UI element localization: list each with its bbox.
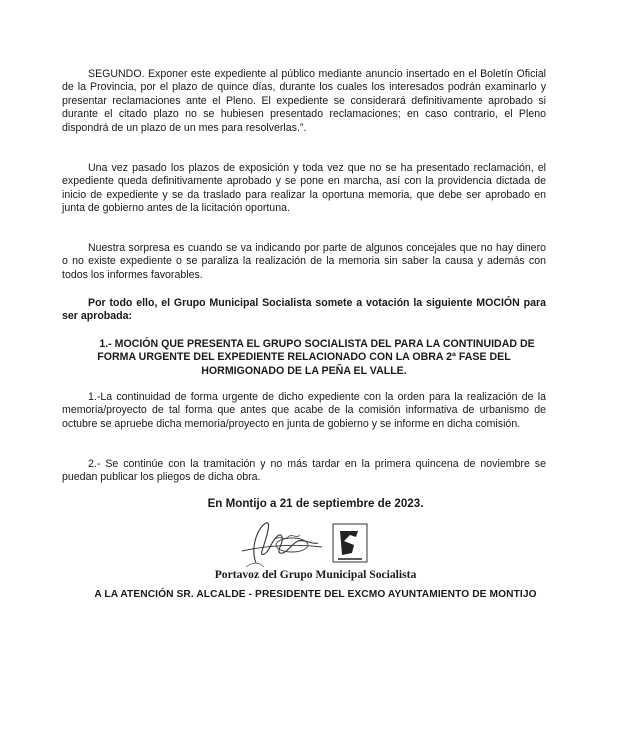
seal-stamp-icon [330, 521, 370, 565]
attention-line: A LA ATENCIÓN SR. ALCALDE - PRESIDENTE DEL EXCMO AYUNTAMIENTO DE MONTIJO [94, 589, 537, 600]
signature-icon [236, 517, 326, 569]
paragraph-segundo: SEGUNDO. Exponer este expediente al público mediante anuncio insertado en el Boletín Oficial de la Provincia, por el plazo de quince días, durante los cuales los interesados podrán examinarlo y presentar reclamaciones ante el Pleno. El expediente se considerará definitivamente aprobado si durante el citado plazo no se hubiesen presentado reclamaciones; en caso contrario, el Pleno dispondrá de un plazo de un mes para resolverlas.”. [62, 68, 546, 134]
mocion-title: 1.- MOCIÓN QUE PRESENTA EL GRUPO SOCIALISTA DEL PARA LA CONTINUIDAD DE FORMA URGENTE DEL EXPEDIENTE RELACIONADO CON LA OBRA 2ª FASE DEL HORMIGONADO DE LA PEÑA EL VALLE. [97, 338, 535, 377]
paragraph-por-todo: Por todo ello, el Grupo Municipal Socialista somete a votación la siguiente MOCIÓN para ser aprobada: [62, 297, 546, 323]
paragraph-una-vez: Una vez pasado los plazos de exposición y toda vez que no se ha presentado reclamación, el expediente queda definitivamente aprobado y se pone en marcha, así con la providencia dictada de inicio de expediente y se da traslado para realizar la oportuna memoria, que debe ser aprobado en junta de gobierno antes de la licitación oportuna. [62, 162, 546, 215]
paragraph-punto-2: 2.- Se continúe con la tramitación y no más tardar en la primera quincena de noviembre se puedan publicar los pliegos de dicha obra. [62, 458, 546, 484]
paragraph-punto-1: 1.-La continuidad de forma urgente de dicho expediente con la orden para la realización de la memoria/proyecto de tal forma que antes que acabe de la comisión informativa de urbanismo de octubre se apruebe dicha memoria/proyecto en junta de gobierno y se informe en dicha comisión. [62, 391, 546, 430]
signature-role: Portavoz del Grupo Municipal Socialista [214, 568, 417, 581]
date-line: En Montijo a 21 de septiembre de 2023. [207, 497, 424, 510]
paragraph-sorpresa: Nuestra sorpresa es cuando se va indicando por parte de algunos concejales que no hay dinero o no existe expediente o se paraliza la realización de la memoria sin saber la causa y además con todos los informes favorables. [62, 242, 546, 281]
